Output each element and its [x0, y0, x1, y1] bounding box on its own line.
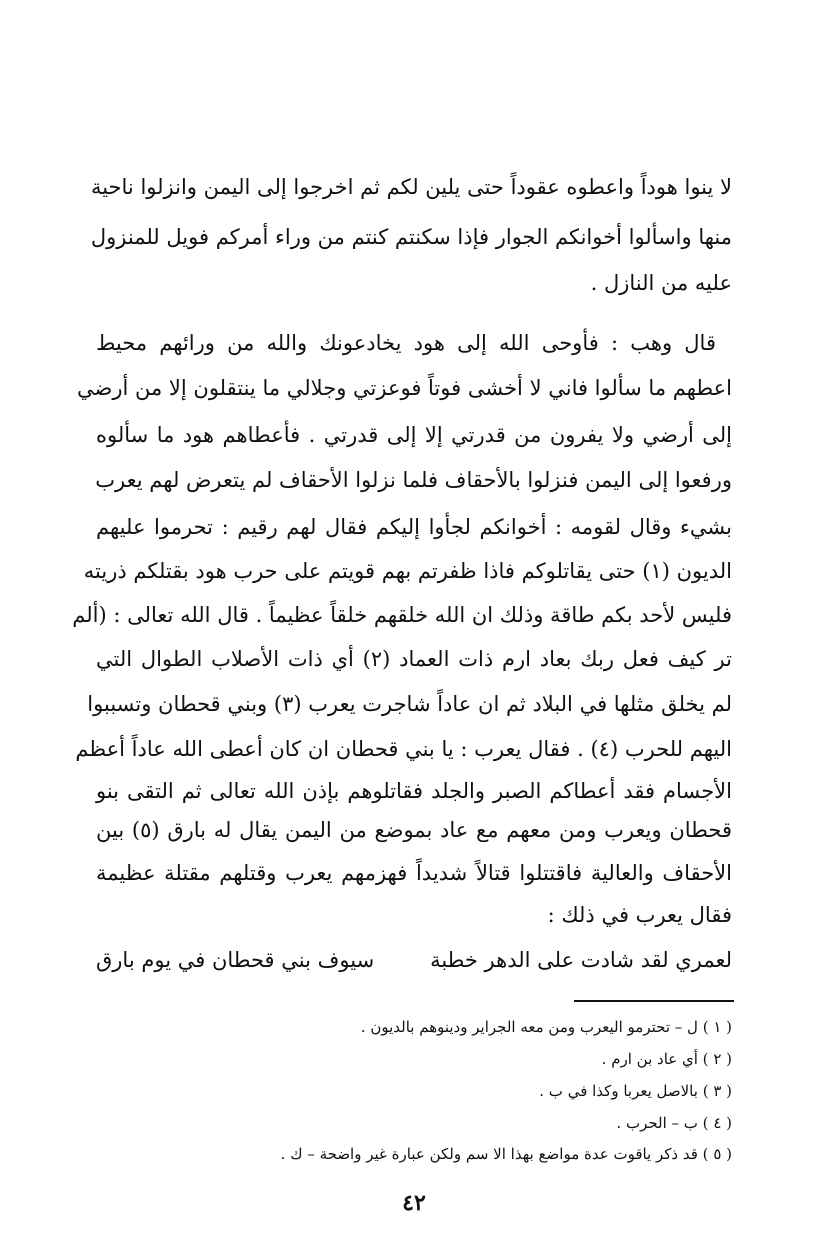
text-line: منها واسألوا أخوانكم الجوار فإذا سكنتم كنتم من وراء أمركم فويل للمنزول [90, 225, 732, 249]
text-line: اعطهم ما سألوا فاني لا أخشى فوتاً فوعزتي وجلالي ما ينتقلون إلا من أرضي [77, 376, 732, 400]
poem-verse [96, 943, 732, 977]
footnote: ( ٥ ) قد ذكر ياقوت عدة مواضع بهذا الا سم ولكن عبارة غير واضحة – ك . [280, 1145, 732, 1163]
text-line: الأجسام فقد أعطاكم الصبر والجلد فقاتلوهم بإذن الله تعالى ثم التقى بنو [96, 779, 732, 803]
verse-first-hemistich: لعمري لقد شادت على الدهر خطبة [430, 948, 732, 972]
text-line: لم يخلق مثلها في البلاد ثم ان عاداً شاجرت يعرب (٣) وبني قحطان وتسببوا [87, 692, 732, 716]
text-line: الأحقاف والعالية فاقتتلوا قتالاً شديداً فهزمهم يعرب وقتلهم مقتلة عظيمة [96, 861, 732, 885]
footnote-divider [574, 1000, 734, 1002]
footnote: ( ٣ ) بالاصل يعربا وكذا في ب . [539, 1082, 732, 1100]
text-line: اليهم للحرب (٤) . فقال يعرب : يا بني قحطان ان كان أعطى الله عاداً أعظم [75, 737, 732, 761]
text-line: الديون (١) حتى يقاتلوكم فاذا ظفرتم بهم قويتم على حرب هود بقتلكم ذريته [83, 559, 732, 583]
text-line: إلى أرضي ولا يفرون من قدرتي إلا إلى قدرتي . فأعطاهم هود ما سألوه [96, 423, 732, 447]
text-line: تر كيف فعل ربك بعاد ارم ذات العماد (٢) أي ذات الأصلاب الطوال التي [96, 647, 732, 671]
text-line: فليس لأحد بكم طاقة وذلك ان الله خلقهم خلقاً عظيماً . قال الله تعالى : (ألم [72, 603, 732, 627]
footnote: ( ٢ ) أي عاد بن ارم . [601, 1050, 732, 1068]
text-line: فقال يعرب في ذلك : [547, 903, 732, 927]
paragraph-first-line: قال وهب : فأوحى الله إلى هود يخادعونك والله من ورائهم محيط [96, 331, 716, 355]
text-line: ورفعوا إلى اليمن فنزلوا بالأحقاف فلما نزلوا الأحقاف لم يتعرض لهم يعرب [95, 468, 732, 492]
text-line: قحطان ويعرب ومن معهم مع عاد بموضع من اليمن يقال له بارق (٥) بين [96, 818, 732, 842]
text-line: عليه من النازل . [590, 271, 732, 295]
verse-second-hemistich: سيوف بني قحطان في يوم بارق [96, 948, 375, 972]
footnote: ( ٤ ) ب – الحرب . [616, 1114, 732, 1132]
page-number: ٤٢ [402, 1190, 426, 1216]
text-line: بشيء وقال لقومه : أخوانكم لجأوا إليكم فقال لهم رقيم : تحرموا عليهم [96, 515, 732, 539]
text-line: لا ينوا هوداً واعطوه عقوداً حتى يلين لكم ثم اخرجوا إلى اليمن وانزلوا ناحية [90, 175, 732, 199]
footnote: ( ١ ) ل – تحترمو اليعرب ومن معه الجراير ودينوهم بالديون . [360, 1018, 732, 1036]
